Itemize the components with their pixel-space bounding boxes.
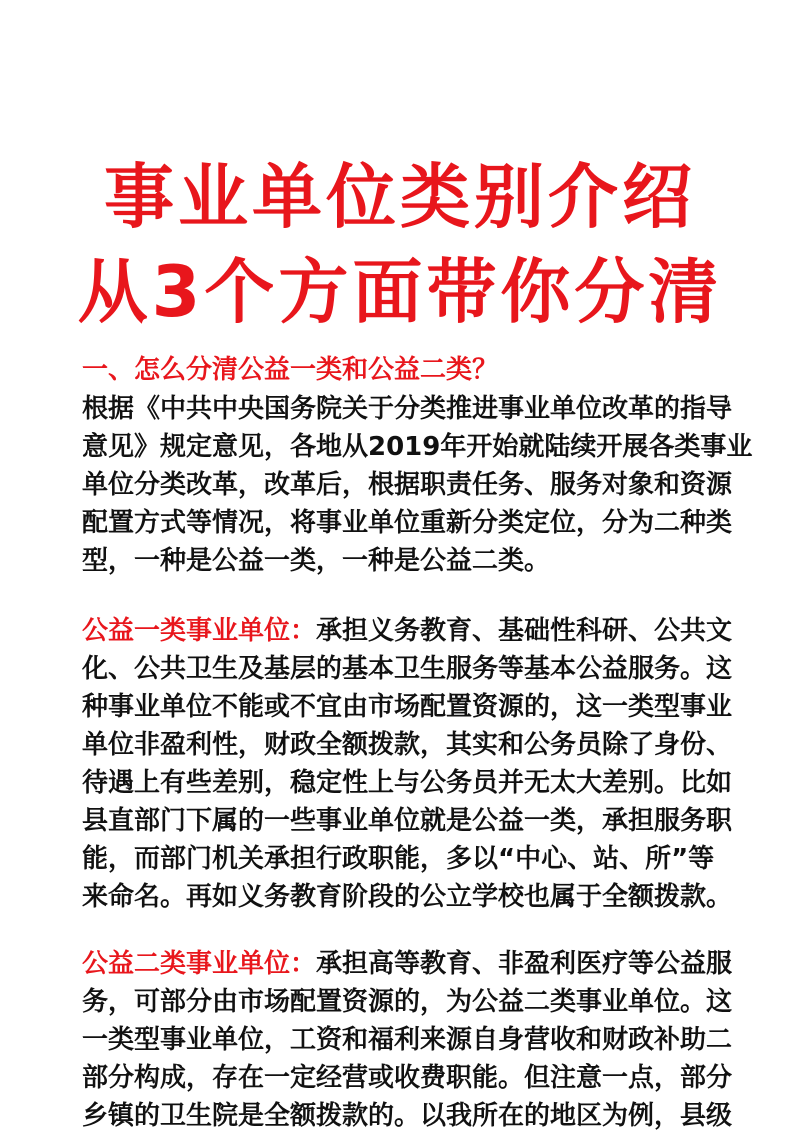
type2-paragraph — [82, 945, 733, 1135]
paragraph-line: 单位非盈利性，财政全额拨款，其实和公务员除了身份、 — [82, 730, 733, 760]
paragraph-line: 型，一种是公益一类，一种是公益二类。 — [82, 546, 551, 576]
paragraph-line — [82, 945, 733, 983]
paragraph-line: 一类型事业单位，工资和福利来源自身营收和财政补助二 — [82, 1025, 733, 1055]
paragraph-line: 县直部门下属的一些事业单位就是公益一类，承担服务职 — [82, 806, 733, 836]
paragraph-line: 根据《中共中央国务院关于分类推进事业单位改革的指导 — [82, 394, 733, 424]
paragraph-line — [82, 612, 733, 650]
paragraph-line: 部分构成，存在一定经营或收费职能。但注意一点，部分 — [82, 1063, 733, 1093]
intro-paragraph — [82, 390, 753, 580]
paragraph-line: 种事业单位不能或不宜由市场配置资源的，这一类型事业 — [82, 692, 733, 722]
paragraph-line: 来命名。再如义务教育阶段的公立学校也属于全额拨款。 — [82, 882, 733, 912]
paragraph-line: 务，可部分由市场配置资源的，为公益二类事业单位。这 — [82, 987, 733, 1017]
paragraph-line: 单位分类改革，改革后，根据职责任务、服务对象和资源 — [82, 470, 733, 500]
type1-label: 公益一类事业单位： — [82, 616, 317, 646]
title-line-1: 事业单位类别介绍 — [104, 156, 696, 238]
paragraph-line: 能，而部门机关承担行政职能，多以“中心、站、所”等 — [82, 844, 715, 874]
type1-paragraph — [82, 612, 733, 916]
type1-first-line: 承担义务教育、基础性科研、公共文 — [316, 616, 733, 646]
paragraph-line: 待遇上有些差别，稳定性上与公务员并无太大差别。比如 — [82, 768, 733, 798]
paragraph-line: 化、公共卫生及基层的基本卫生服务等基本公益服务。这 — [82, 654, 733, 684]
type2-first-line: 承担高等教育、非盈利医疗等公益服 — [316, 949, 733, 979]
paragraph-line: 配置方式等情况，将事业单位重新分类定位，分为二种类 — [82, 508, 733, 538]
section-heading: 一、怎么分清公益一类和公益二类？ — [82, 355, 499, 385]
type2-label: 公益二类事业单位： — [82, 949, 317, 979]
paragraph-line: 乡镇的卫生院是全额拨款的。以我所在的地区为例，县级 — [82, 1101, 733, 1131]
title-line-2: 从3个方面带你分清 — [77, 251, 723, 333]
paragraph-line: 意见》规定意见，各地从2019年开始就陆续开展各类事业 — [82, 432, 753, 462]
